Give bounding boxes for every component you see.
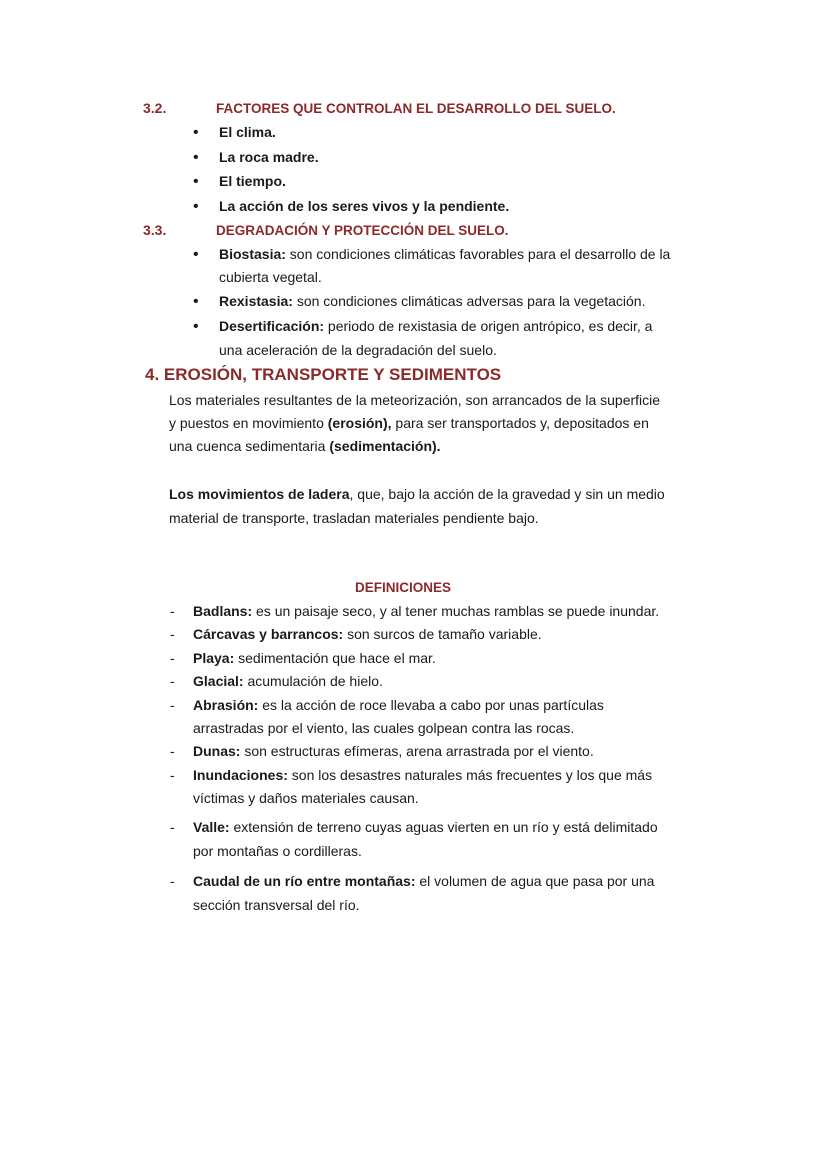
definition: son condiciones climáticas adversas para la vegetación. <box>292 293 646 309</box>
definition-continuation: arrastradas por el viento, las cuales golpean contra las rocas. <box>193 720 575 736</box>
bullet: • <box>193 246 199 263</box>
list-item-continuation: cubierta vegetal. <box>219 269 322 285</box>
list-item <box>219 243 670 266</box>
section-number: 3.3. <box>143 222 167 238</box>
list-item: La acción de los seres vivos y la pendiente. <box>219 198 510 214</box>
definition-item <box>193 647 436 670</box>
list-item: La roca madre. <box>219 149 319 165</box>
list-item <box>219 315 652 338</box>
definition: son condiciones climáticas favorables para el desarrollo de la <box>285 246 671 262</box>
definition: periodo de rexistasia de origen antrópico, es decir, a <box>324 318 653 334</box>
dash: - <box>170 819 175 835</box>
paragraph-line <box>169 412 649 435</box>
bullet: • <box>193 198 199 215</box>
dash: - <box>170 603 175 619</box>
definition-item <box>193 600 659 623</box>
definition: sedimentación que hace el mar. <box>234 650 436 666</box>
definition-continuation: por montañas o cordilleras. <box>193 843 362 859</box>
definition: son estructuras efímeras, arena arrastrada por el viento. <box>240 743 594 759</box>
dash: - <box>170 743 175 759</box>
paragraph-line: Los materiales resultantes de la meteorización, son arrancados de la superficie <box>169 392 661 408</box>
section-number: 3.2. <box>143 100 167 116</box>
term: Desertificación: <box>219 318 325 334</box>
text: una cuenca sedimentaria <box>169 438 330 454</box>
section-title: DEGRADACIÓN Y PROTECCIÓN DEL SUELO. <box>216 223 509 238</box>
definition: es un paisaje seco, y al tener muchas ramblas se puede inundar. <box>252 603 660 619</box>
dash: - <box>170 873 175 889</box>
definition-continuation: sección transversal del río. <box>193 897 360 913</box>
bullet: • <box>193 318 199 335</box>
definition: extensión de terreno cuyas aguas vierten en un río y está delimitado <box>229 819 658 835</box>
term: (erosión), <box>327 415 392 431</box>
dash: - <box>170 650 175 666</box>
term: Rexistasia: <box>219 293 293 309</box>
term: Dunas: <box>193 743 241 759</box>
dash: - <box>170 626 175 642</box>
definition-item <box>193 740 594 763</box>
term: Los movimientos de ladera <box>169 486 350 502</box>
term: (sedimentación). <box>329 438 441 454</box>
dash: - <box>170 673 175 689</box>
term: Abrasión: <box>193 697 259 713</box>
dash: - <box>170 767 175 783</box>
dash: - <box>170 697 175 713</box>
bullet: • <box>193 124 199 141</box>
term: Inundaciones: <box>193 767 288 783</box>
definition: son los desastres naturales más frecuentes y los que más <box>287 767 653 783</box>
definition-item <box>193 623 542 646</box>
definition-continuation: víctimas y daños materiales causan. <box>193 790 419 806</box>
term: Biostasia: <box>219 246 286 262</box>
list-item: El clima. <box>219 124 276 140</box>
paragraph-line <box>169 483 665 506</box>
paragraph-line <box>169 435 441 458</box>
list-item-continuation: una aceleración de la degradación del suelo. <box>219 342 497 358</box>
text: , que, bajo la acción de la gravedad y sin un medio <box>349 486 665 502</box>
term: Valle: <box>193 819 230 835</box>
term: Cárcavas y barrancos: <box>193 626 344 642</box>
bullet: • <box>193 173 199 190</box>
definition-item <box>193 870 654 893</box>
term: Glacial: <box>193 673 244 689</box>
bullet: • <box>193 293 199 310</box>
definition: son surcos de tamaño variable. <box>343 626 542 642</box>
text: y puestos en movimiento <box>169 415 328 431</box>
definition-item <box>193 816 658 839</box>
definition: es la acción de roce llevaba a cabo por unas partículas <box>258 697 604 713</box>
definition-item <box>193 670 383 693</box>
chapter-heading: 4. EROSIÓN, TRANSPORTE Y SEDIMENTOS <box>145 365 502 384</box>
bullet: • <box>193 149 199 166</box>
section-title: FACTORES QUE CONTROLAN EL DESARROLLO DEL SUELO. <box>216 101 616 116</box>
definitions-title: DEFINICIONES <box>355 580 452 595</box>
definition-item <box>193 764 652 787</box>
list-item <box>219 290 645 313</box>
definition-item <box>193 694 604 717</box>
term: Caudal de un río entre montañas: <box>193 873 416 889</box>
term: Playa: <box>193 650 235 666</box>
text: para ser transportados y, depositados en <box>391 415 649 431</box>
term: Badlans: <box>193 603 253 619</box>
definition: el volumen de agua que pasa por una <box>415 873 655 889</box>
paragraph-line: material de transporte, trasladan materiales pendiente bajo. <box>169 510 539 526</box>
list-item: El tiempo. <box>219 173 286 189</box>
definition: acumulación de hielo. <box>243 673 383 689</box>
